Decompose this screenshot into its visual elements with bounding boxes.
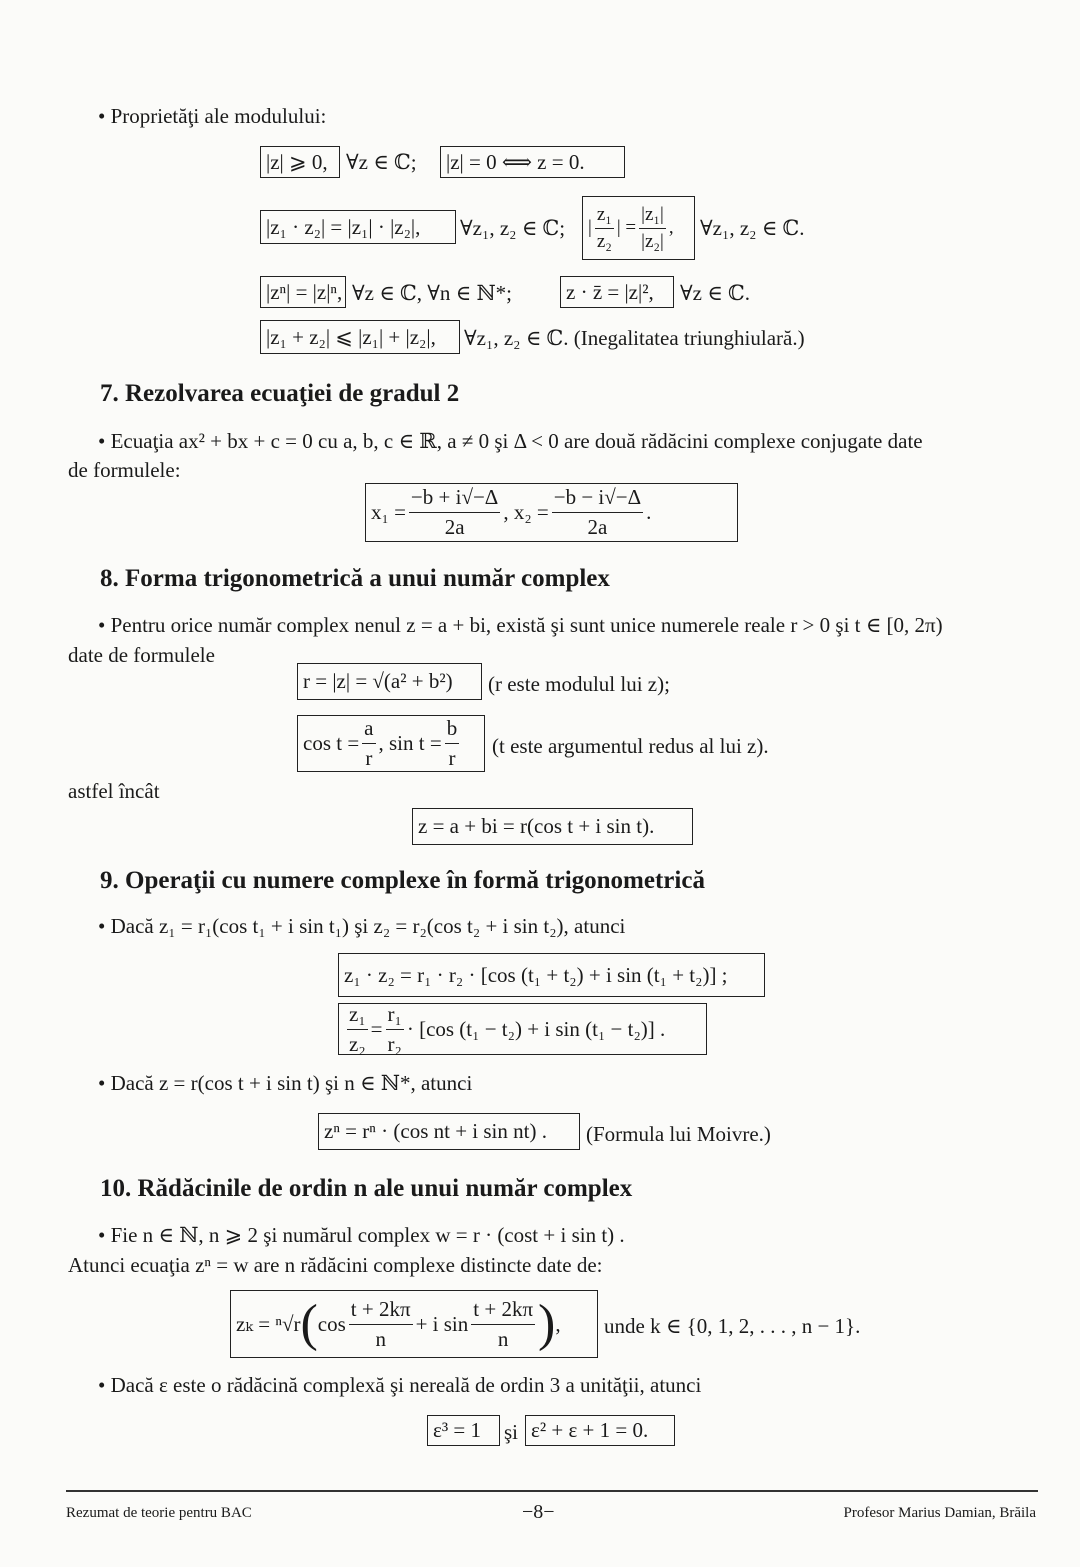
denominator: z₂ bbox=[349, 1031, 366, 1056]
paragraph: • Pentru orice număr complex nenul z = a + bi, există şi sunt unice numerele reale r > 0 şi t ∈ [0, 2π) bbox=[98, 613, 943, 637]
denominator: 2a bbox=[587, 515, 608, 539]
cos-label: cos t = bbox=[303, 731, 360, 755]
zk-label: zₖ = ⁿ√r bbox=[236, 1311, 301, 1336]
text: (r este modulul lui z); bbox=[488, 672, 670, 696]
footer-left: Rezumat de teorie pentru BAC bbox=[66, 1505, 252, 1521]
sin-label: , sin t = bbox=[378, 731, 442, 755]
page-number: −8− bbox=[522, 1501, 555, 1523]
paragraph: astfel încât bbox=[68, 779, 160, 803]
text: ∀z₁, z₂ ∈ ℂ; bbox=[460, 216, 566, 240]
formula-rest: · [cos (t₁ − t₂) + i sin (t₁ − t₂)] . bbox=[406, 1016, 666, 1041]
paragraph: de formulele: bbox=[68, 458, 181, 482]
numerator: −b + i√−Δ bbox=[409, 485, 500, 513]
section-heading-7: 7. Rezolvarea ecuaţiei de gradul 2 bbox=[100, 380, 460, 407]
right-paren: ) bbox=[538, 1295, 556, 1352]
paragraph: • Dacă ε este o rădăcină complexă şi nereală de ordin 3 a unităţii, atunci bbox=[98, 1373, 702, 1397]
modul-intro: • Proprietăţi ale modulului: bbox=[98, 104, 327, 128]
formula-box: |z| = 0 ⟺ z = 0. bbox=[440, 146, 625, 178]
text: ∀z₁, z₂ ∈ ℂ. bbox=[700, 216, 805, 240]
denominator: r bbox=[365, 746, 373, 770]
text: ∀z ∈ ℂ; bbox=[346, 150, 417, 174]
denominator: 2a bbox=[444, 515, 465, 539]
numerator: −b − i√−Δ bbox=[552, 485, 643, 513]
footer-right: Profesor Marius Damian, Brăila bbox=[843, 1505, 1036, 1521]
numerator: z₁ bbox=[595, 204, 614, 229]
numerator: t + 2kπ bbox=[471, 1297, 535, 1325]
formula-box: |zⁿ| = |z|ⁿ, bbox=[260, 276, 346, 308]
formula-box: r = |z| = √(a² + b²) bbox=[297, 663, 482, 700]
text: unde k ∈ {0, 1, 2, . . . , n − 1}. bbox=[604, 1314, 861, 1338]
paragraph: Atunci ecuaţia zⁿ = w are n rădăcini complexe distincte date de: bbox=[68, 1253, 603, 1277]
numerator: |z₁| bbox=[639, 204, 666, 229]
section-heading-9: 9. Operaţii cu numere complexe în formă trigonometrică bbox=[100, 867, 705, 894]
denominator: n bbox=[497, 1326, 509, 1351]
paragraph: • Fie n ∈ ℕ, n ⩾ 2 şi numărul complex w = r · (cost + i sin t) . bbox=[98, 1223, 625, 1247]
denominator: r bbox=[448, 746, 456, 770]
formula-box: z = a + bi = r(cos t + i sin t). bbox=[412, 808, 693, 845]
numerator: r₁ bbox=[386, 1002, 404, 1030]
x1-label: x₁ = bbox=[371, 500, 406, 524]
paragraph: • Dacă z₁ = r₁(cos t₁ + i sin t₁) şi z₂ = r₂(cos t₂ + i sin t₂), atunci bbox=[98, 914, 626, 938]
footer-divider bbox=[66, 1490, 1038, 1492]
cos-label: cos bbox=[317, 1311, 346, 1336]
text: (Formula lui Moivre.) bbox=[586, 1122, 771, 1146]
denominator: r₂ bbox=[387, 1031, 402, 1056]
numerator: b bbox=[445, 716, 460, 744]
formula-box: ε² + ε + 1 = 0. bbox=[525, 1415, 675, 1446]
section-heading-10: 10. Rădăcinile de ordin n ale unui număr complex bbox=[100, 1175, 633, 1202]
denominator: n bbox=[375, 1326, 386, 1351]
paragraph: date de formulele bbox=[68, 643, 215, 667]
numerator: z₁ bbox=[347, 1002, 368, 1030]
text: şi bbox=[504, 1420, 519, 1444]
text: (t este argumentul redus al lui z). bbox=[492, 734, 769, 758]
section-heading-8: 8. Forma trigonometrică a unui număr complex bbox=[100, 565, 610, 592]
denominator: z₂ bbox=[596, 230, 612, 252]
formula-box: |z₁ + z₂| ⩽ |z₁| + |z₂|, bbox=[260, 320, 460, 354]
text: ∀z ∈ ℂ. bbox=[680, 281, 751, 305]
period: . bbox=[646, 500, 652, 524]
formula-box: z₁ · z₂ = r₁ · r₂ · [cos (t₁ + t₂) + i sin (t₁ + t₂)] ; bbox=[338, 953, 765, 997]
formula-box: zⁿ = rⁿ · (cos nt + i sin nt) . bbox=[318, 1113, 580, 1150]
denominator: |z₂| bbox=[641, 230, 664, 252]
formula-box-quotient: | $\frac{\text{z₁}}{\text{z₂}}$ | = $\frac{\text{|z₁|}}{\text{|z₂|}}$ , bbox=[582, 196, 695, 260]
formula-box: |z₁ · z₂| = |z₁| · |z₂|, bbox=[260, 210, 456, 244]
formula-box-roots: zₖ = ⁿ√r ( cos $\frac{t + 2k\pi}{n}$ + i sin $\frac{t + 2k\pi}{n}$ ) , bbox=[230, 1290, 598, 1358]
left-paren: ( bbox=[300, 1295, 318, 1352]
formula-box-quotient: $\frac{\text{z₁}}{\text{z₂}}$ = $\frac{\text{r₁}}{\text{r₂}}$ · [cos (t₁ − t₂) + i sin (t₁ − t₂)] . bbox=[338, 1003, 707, 1055]
numerator: t + 2kπ bbox=[349, 1297, 413, 1325]
formula-box: |z| ⩾ 0, bbox=[260, 146, 340, 178]
formula-box-trig bbox=[297, 715, 485, 772]
sin-label: + i sin bbox=[415, 1311, 469, 1336]
formula-box: ε³ = 1 bbox=[427, 1415, 500, 1446]
paragraph: • Ecuaţia ax² + bx + c = 0 cu a, b, c ∈ ℝ, a ≠ 0 şi Δ < 0 are două rădăcini complexe conjugate date bbox=[98, 429, 923, 453]
x2-label: , x₂ = bbox=[503, 500, 549, 524]
text: ∀z ∈ ℂ, ∀n ∈ ℕ*; bbox=[352, 281, 513, 305]
formula-box: z · z̄ = |z|², bbox=[560, 276, 674, 308]
text: ∀z₁, z₂ ∈ ℂ. (Inegalitatea triunghiulară.) bbox=[464, 326, 805, 350]
formula-box-roots bbox=[365, 483, 738, 542]
paragraph: • Dacă z = r(cos t + i sin t) şi n ∈ ℕ*, atunci bbox=[98, 1071, 473, 1095]
numerator: a bbox=[362, 716, 375, 744]
